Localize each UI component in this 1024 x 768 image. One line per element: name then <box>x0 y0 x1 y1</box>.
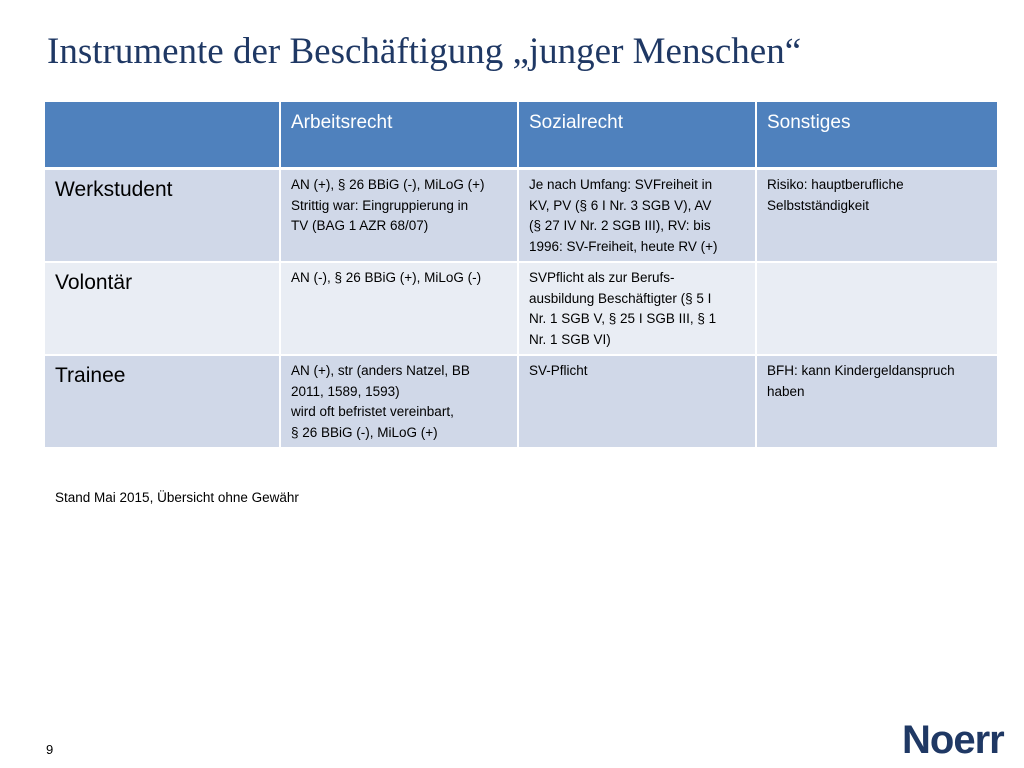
cell-sozialrecht <box>519 170 757 263</box>
cell-line: 2011, 1589, 1593) <box>291 383 400 399</box>
cell-line: AN (-), § 26 BBiG (+), MiLoG (-) <box>291 270 482 285</box>
cell-line: Je nach Umfang: SVFreiheit in <box>529 177 713 192</box>
cell-line: AN (+), § 26 BBiG (-), MiLoG (+) <box>291 177 485 192</box>
cell-sozialrecht <box>519 356 757 449</box>
table-row <box>45 170 997 263</box>
row-label-werkstudent: Werkstudent <box>45 170 281 263</box>
cell-line: wird oft befristet vereinbart, <box>291 404 454 419</box>
cell-line: AN (+), str (anders Natzel, BB <box>291 363 470 378</box>
cell-line: haben <box>767 383 805 399</box>
cell-line: Strittig war: Eingruppierung in <box>291 197 469 213</box>
header-sozialrecht: Sozialrecht <box>519 102 757 170</box>
cell-line: SVPflicht als zur Berufs- <box>529 270 675 285</box>
cell-line: BFH: kann Kindergeldanspruch <box>767 363 955 378</box>
noerr-logo: Noerr <box>902 718 1004 762</box>
cell-sonstiges <box>757 356 997 449</box>
cell-line: ausbildung Beschäftigter (§ 5 I <box>529 290 712 306</box>
cell-line: Selbstständigkeit <box>767 197 870 213</box>
cell-line: SV-Pflicht <box>529 363 588 378</box>
cell-sonstiges <box>757 263 997 356</box>
table-row <box>45 263 997 356</box>
cell-arbeitsrecht <box>281 356 519 449</box>
header-sonstiges: Sonstiges <box>757 102 997 170</box>
header-arbeitsrecht: Arbeitsrecht <box>281 102 519 170</box>
header-empty <box>45 102 281 170</box>
row-label-trainee: Trainee <box>45 356 281 449</box>
cell-line: Nr. 1 SGB V, § 25 I SGB III, § 1 <box>529 311 717 326</box>
cell-arbeitsrecht <box>281 170 519 263</box>
cell-line: Nr. 1 SGB VI) <box>529 331 611 347</box>
table-header-row <box>45 102 997 170</box>
row-label-volontaer: Volontär <box>45 263 281 356</box>
comparison-table <box>45 102 997 449</box>
cell-line: § 26 BBiG (-), MiLoG (+) <box>291 424 438 440</box>
footnote: Stand Mai 2015, Übersicht ohne Gewähr <box>55 490 299 505</box>
cell-arbeitsrecht <box>281 263 519 356</box>
page-number: 9 <box>46 742 54 757</box>
cell-line: Risiko: hauptberufliche <box>767 177 904 192</box>
slide-title: Instrumente der Beschäftigung „junger Menschen“ <box>47 31 802 72</box>
cell-line: TV (BAG 1 AZR 68/07) <box>291 218 429 233</box>
cell-line: (§ 27 IV Nr. 2 SGB III), RV: bis <box>529 218 711 233</box>
table-row <box>45 356 997 449</box>
cell-sonstiges <box>757 170 997 263</box>
cell-sozialrecht <box>519 263 757 356</box>
cell-line: KV, PV (§ 6 I Nr. 3 SGB V), AV <box>529 197 712 213</box>
cell-line: 1996: SV-Freiheit, heute RV (+) <box>529 238 718 254</box>
